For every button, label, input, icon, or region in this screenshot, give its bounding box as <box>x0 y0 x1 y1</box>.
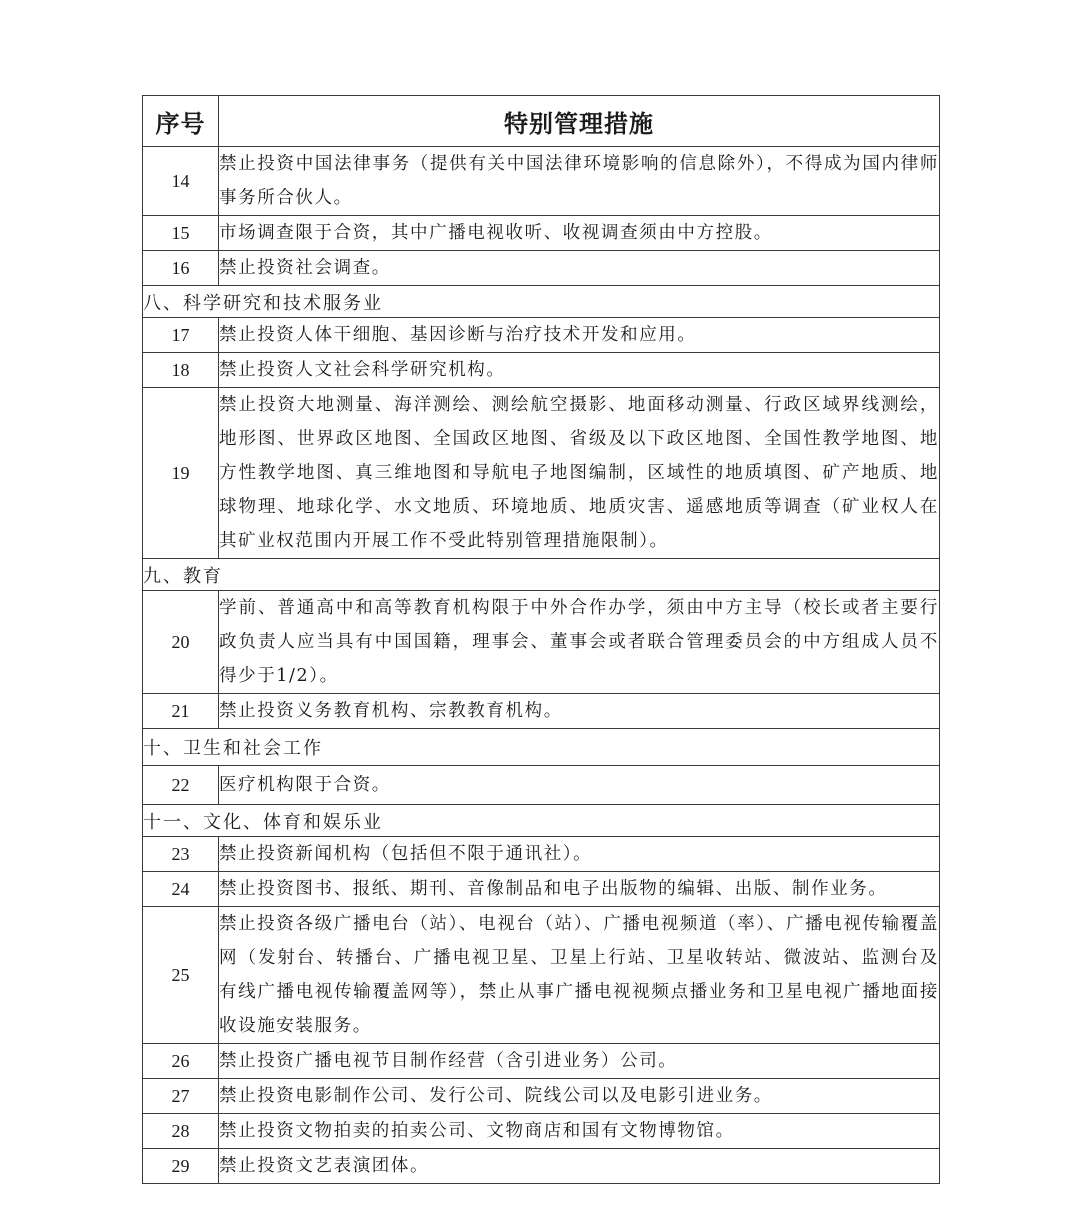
section-heading: 八、科学研究和技术服务业 <box>143 286 940 318</box>
section-heading: 九、教育 <box>143 559 940 591</box>
table-row <box>143 837 940 872</box>
row-number: 25 <box>143 907 219 1044</box>
table-row <box>143 1149 940 1184</box>
row-measure: 禁止投资人体干细胞、基因诊断与治疗技术开发和应用。 <box>219 318 940 353</box>
row-measure: 禁止投资新闻机构（包括但不限于通讯社）。 <box>219 837 940 872</box>
row-measure: 医疗机构限于合资。 <box>219 766 940 805</box>
row-number: 18 <box>143 353 219 388</box>
row-measure: 禁止投资义务教育机构、宗教教育机构。 <box>219 694 940 729</box>
row-measure: 禁止投资图书、报纸、期刊、音像制品和电子出版物的编辑、出版、制作业务。 <box>219 872 940 907</box>
table-row <box>143 216 940 251</box>
section-row <box>143 286 940 318</box>
table-row <box>143 251 940 286</box>
header-measure: 特别管理措施 <box>219 96 940 147</box>
table-row <box>143 147 940 216</box>
section-row <box>143 729 940 766</box>
table-row <box>143 907 940 1044</box>
row-measure: 禁止投资社会调查。 <box>219 251 940 286</box>
table-row <box>143 353 940 388</box>
row-number: 15 <box>143 216 219 251</box>
row-number: 19 <box>143 388 219 559</box>
table-row <box>143 318 940 353</box>
table-row <box>143 388 940 559</box>
row-number: 14 <box>143 147 219 216</box>
table-header-row <box>143 96 940 147</box>
row-measure: 禁止投资文艺表演团体。 <box>219 1149 940 1184</box>
row-measure: 禁止投资文物拍卖的拍卖公司、文物商店和国有文物博物馆。 <box>219 1114 940 1149</box>
table-row <box>143 1114 940 1149</box>
row-number: 21 <box>143 694 219 729</box>
section-row <box>143 559 940 591</box>
section-heading: 十、卫生和社会工作 <box>143 729 940 766</box>
row-number: 17 <box>143 318 219 353</box>
row-number: 23 <box>143 837 219 872</box>
row-measure: 禁止投资中国法律事务（提供有关中国法律环境影响的信息除外），不得成为国内律师事务所合伙人。 <box>219 147 940 216</box>
table-row <box>143 766 940 805</box>
row-number: 26 <box>143 1044 219 1079</box>
row-number: 27 <box>143 1079 219 1114</box>
row-measure: 禁止投资人文社会科学研究机构。 <box>219 353 940 388</box>
row-measure: 学前、普通高中和高等教育机构限于中外合作办学，须由中方主导（校长或者主要行政负责人应当具有中国国籍，理事会、董事会或者联合管理委员会的中方组成人员不得少于1/2）。 <box>219 591 940 694</box>
section-heading: 十一、文化、体育和娱乐业 <box>143 805 940 837</box>
row-number: 20 <box>143 591 219 694</box>
row-number: 16 <box>143 251 219 286</box>
table-row <box>143 1044 940 1079</box>
row-measure: 禁止投资大地测量、海洋测绘、测绘航空摄影、地面移动测量、行政区域界线测绘，地形图、世界政区地图、全国政区地图、省级及以下政区地图、全国性教学地图、地方性教学地图、真三维地图和导航电子地图编制，区域性的地质填图、矿产地质、地球物理、地球化学、水文地质、环境地质、地质灾害、遥感地质等调查（矿业权人在其矿业权范围内开展工作不受此特别管理措施限制）。 <box>219 388 940 559</box>
table-row <box>143 872 940 907</box>
row-measure: 禁止投资广播电视节目制作经营（含引进业务）公司。 <box>219 1044 940 1079</box>
row-number: 24 <box>143 872 219 907</box>
table-row <box>143 694 940 729</box>
row-number: 29 <box>143 1149 219 1184</box>
row-number: 22 <box>143 766 219 805</box>
row-measure: 禁止投资电影制作公司、发行公司、院线公司以及电影引进业务。 <box>219 1079 940 1114</box>
row-measure: 市场调查限于合资，其中广播电视收听、收视调查须由中方控股。 <box>219 216 940 251</box>
row-number: 28 <box>143 1114 219 1149</box>
section-row <box>143 805 940 837</box>
special-measures-table <box>142 95 940 1184</box>
row-measure: 禁止投资各级广播电台（站）、电视台（站）、广播电视频道（率）、广播电视传输覆盖网（发射台、转播台、广播电视卫星、卫星上行站、卫星收转站、微波站、监测台及有线广播电视传输覆盖网等），禁止从事广播电视视频点播业务和卫星电视广播地面接收设施安装服务。 <box>219 907 940 1044</box>
header-number: 序号 <box>143 96 219 147</box>
table-row <box>143 1079 940 1114</box>
table-row <box>143 591 940 694</box>
